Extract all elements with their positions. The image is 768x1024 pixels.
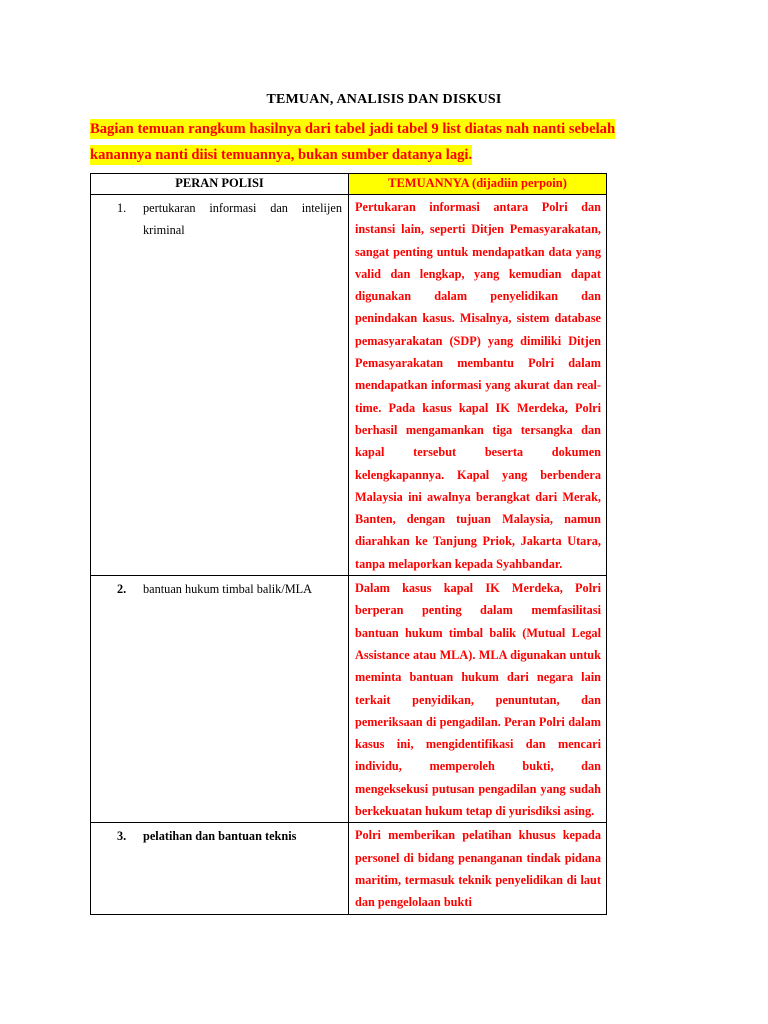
finding-cell [349, 823, 607, 914]
table-row [91, 195, 607, 576]
role-label: pelatihan dan bantuan teknis [143, 829, 297, 844]
header-temuannya: TEMUANNYA (dijadiin perpoin) [349, 174, 607, 195]
role-cell [91, 195, 349, 576]
findings-table [90, 173, 607, 915]
row-number: 3. [117, 829, 127, 844]
row-number: 1. [117, 201, 127, 215]
instruction-note [90, 116, 650, 168]
role-cell [91, 576, 349, 823]
table-row [91, 576, 607, 823]
role-cell [91, 823, 349, 914]
finding-cell [349, 195, 607, 576]
finding-cell [349, 576, 607, 823]
finding-text: Polri memberikan pelatihan khusus kepada personel di bidang penanganan tindak pidana maritim, termasuk teknik penyelidikan di laut dan pengelolaan bukti [355, 828, 601, 910]
table-header-row [91, 174, 607, 195]
table-row [91, 823, 607, 914]
finding-text: Dalam kasus kapal IK Merdeka, Polri berperan penting dalam memfasilitasi bantuan hukum timbal balik (Mutual Legal Assistance atau MLA). MLA digunakan untuk meminta bantuan hukum dari negara lain terkait penyidikan, penuntutan, dan pemeriksaan di pengadilan. Peran Polri dalam kasus ini, mengidentifikasi dan mencari individu, memperoleh bukti, dan mengeksekusi putusan pengadilan yang sudah berkekuatan hukum tetap di yurisdiksi asing. [355, 581, 601, 819]
role-label: bantuan hukum timbal balik/MLA [143, 582, 313, 597]
finding-text: Pertukaran informasi antara Polri dan instansi lain, seperti Ditjen Pemasyarakatan, sangat penting untuk mendapatkan data yang valid dan lengkap, yang kemudian dapat digunakan dalam penyelidikan dan penindakan kasus. Misalnya, sistem database pemasyarakatan (SDP) yang dimiliki Ditjen Pemasyarakatan membantu Polri dalam mendapatkan informasi yang akurat dan real-time. Pada kasus kapal IK Merdeka, Polri berhasil mengamankan tiga tersangka dan kapal tersebut beserta dokumen kelengkapannya. Kapal yang berbendera Malaysia ini awalnya berangkat dari Merak, Banten, dengan tujuan Malaysia, namun diarahkan ke Tanjung Priok, Jakarta Utara, tanpa melaporkan kepada Syahbandar. [355, 200, 601, 571]
instruction-note-text: Bagian temuan rangkum hasilnya dari tabel jadi tabel 9 list diatas nah nanti sebelah kanannya nanti diisi temuannya, bukan sumber datanya lagi. [90, 121, 616, 163]
role-label: pertukaran informasi dan intelijen kriminal [143, 201, 342, 238]
row-number: 2. [117, 582, 127, 597]
page-title: TEMUAN, ANALISIS DAN DISKUSI [266, 92, 502, 107]
header-peran-polisi: PERAN POLISI [91, 174, 349, 195]
